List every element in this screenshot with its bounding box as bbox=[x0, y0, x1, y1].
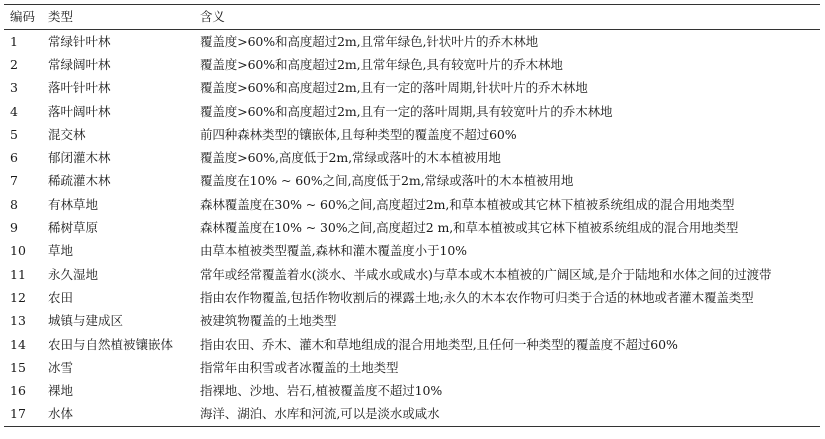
table-row bbox=[4, 333, 820, 356]
row-type: 稀疏灌木林 bbox=[48, 173, 111, 189]
row-type: 裸地 bbox=[48, 383, 74, 399]
row-meaning: 指常年由积雪或者冰覆盖的土地类型 bbox=[200, 359, 399, 375]
row-type: 常绿阔叶林 bbox=[48, 56, 111, 72]
row-code: 17 bbox=[10, 406, 26, 422]
row-code: 12 bbox=[10, 289, 26, 305]
row-meaning: 覆盖度>60%和高度超过2m,且有一定的落叶周期,针状叶片的乔木林地 bbox=[200, 80, 588, 96]
table-row bbox=[4, 403, 820, 427]
table-row bbox=[4, 193, 820, 216]
header-code: 编码 bbox=[10, 9, 36, 24]
table-row bbox=[4, 379, 820, 402]
land-cover-classification-table bbox=[4, 4, 820, 427]
table-row bbox=[4, 53, 820, 76]
row-code: 4 bbox=[10, 103, 18, 119]
row-meaning: 覆盖度>60%和高度超过2m,且常年绿色,针状叶片的乔木林地 bbox=[200, 33, 539, 49]
table-header bbox=[4, 5, 820, 30]
table-body bbox=[4, 30, 820, 427]
row-code: 13 bbox=[10, 313, 26, 329]
table-row bbox=[4, 216, 820, 239]
row-code: 11 bbox=[10, 266, 26, 282]
row-code: 3 bbox=[10, 80, 18, 96]
row-meaning: 覆盖度>60%和高度超过2m,且常年绿色,具有较宽叶片的乔木林地 bbox=[200, 56, 563, 72]
row-code: 2 bbox=[10, 56, 18, 72]
row-type: 落叶阔叶林 bbox=[48, 103, 111, 119]
row-code: 16 bbox=[10, 383, 26, 399]
row-type: 稀树草原 bbox=[48, 220, 99, 236]
row-code: 10 bbox=[10, 243, 26, 259]
row-meaning: 被建筑物覆盖的土地类型 bbox=[200, 313, 337, 329]
row-code: 9 bbox=[10, 220, 18, 236]
row-type: 永久湿地 bbox=[48, 266, 99, 282]
row-meaning: 森林覆盖度在30% ~ 60%之间,高度超过2m,和草本植被或其它林下植被系统组成的混合用地类型 bbox=[200, 196, 735, 212]
row-code: 8 bbox=[10, 196, 18, 212]
header-type: 类型 bbox=[48, 9, 74, 24]
table-row bbox=[4, 30, 820, 54]
row-type: 农田 bbox=[48, 289, 74, 305]
table-row bbox=[4, 240, 820, 263]
row-meaning: 指由农田、乔木、灌木和草地组成的混合用地类型,且任何一种类型的覆盖度不超过60% bbox=[200, 336, 678, 352]
table-row bbox=[4, 310, 820, 333]
table-row bbox=[4, 170, 820, 193]
table-row bbox=[4, 123, 820, 146]
row-meaning: 森林覆盖度在10% ~ 30%之间,高度超过2 m,和草本植被或其它林下植被系统组成的混合用地类型 bbox=[200, 220, 739, 236]
row-type: 冰雪 bbox=[48, 359, 74, 375]
table-row bbox=[4, 77, 820, 100]
table-row bbox=[4, 356, 820, 379]
row-meaning: 覆盖度>60%,高度低于2m,常绿或落叶的木本植被用地 bbox=[200, 150, 501, 166]
table-row bbox=[4, 286, 820, 309]
header-row bbox=[4, 5, 820, 30]
row-code: 7 bbox=[10, 173, 18, 189]
row-meaning: 由草本植被类型覆盖,森林和灌木覆盖度小于10% bbox=[200, 243, 467, 259]
row-meaning: 覆盖度>60%和高度超过2m,且有一定的落叶周期,具有较宽叶片的乔木林地 bbox=[200, 103, 613, 119]
row-code: 15 bbox=[10, 359, 26, 375]
row-meaning: 指裸地、沙地、岩石,植被覆盖度不超过10% bbox=[200, 383, 443, 399]
row-meaning: 指由农作物覆盖,包括作物收割后的裸露土地;永久的木本农作物可归类于合适的林地或者灌木覆盖类型 bbox=[200, 289, 754, 305]
row-type: 农田与自然植被镶嵌体 bbox=[48, 336, 174, 352]
row-code: 14 bbox=[10, 336, 26, 352]
row-type: 城镇与建成区 bbox=[48, 313, 124, 329]
row-code: 5 bbox=[10, 126, 18, 142]
row-type: 常绿针叶林 bbox=[48, 33, 111, 49]
row-meaning: 覆盖度在10% ~ 60%之间,高度低于2m,常绿或落叶的木本植被用地 bbox=[200, 173, 574, 189]
row-code: 6 bbox=[10, 150, 18, 166]
row-type: 混交林 bbox=[48, 126, 86, 142]
row-type: 郁闭灌木林 bbox=[48, 150, 111, 166]
row-type: 水体 bbox=[48, 406, 74, 422]
table-row bbox=[4, 100, 820, 123]
row-meaning: 海洋、湖泊、水库和河流,可以是淡水或咸水 bbox=[200, 406, 440, 422]
header-meaning: 含义 bbox=[200, 9, 225, 24]
row-meaning: 常年或经常覆盖着水(淡水、半咸水或咸水)与草本或木本植被的广阔区域,是介于陆地和水体之间的过渡带 bbox=[200, 266, 772, 282]
table-row bbox=[4, 146, 820, 169]
row-type: 有林草地 bbox=[48, 196, 99, 212]
row-code: 1 bbox=[10, 33, 18, 49]
row-type: 落叶针叶林 bbox=[48, 80, 111, 96]
row-type: 草地 bbox=[48, 243, 74, 259]
row-meaning: 前四种森林类型的镶嵌体,且每种类型的覆盖度不超过60% bbox=[200, 126, 517, 142]
table-row bbox=[4, 263, 820, 286]
